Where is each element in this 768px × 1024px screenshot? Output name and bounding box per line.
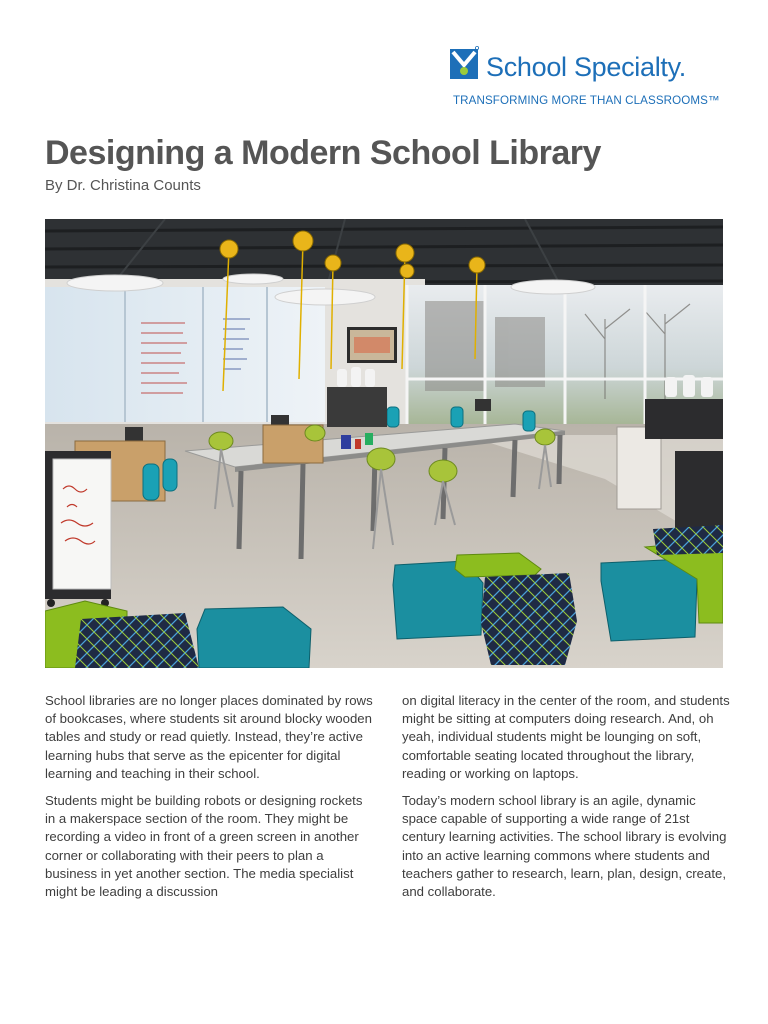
brand-name: School Specialty. xyxy=(486,52,687,82)
library-photo xyxy=(45,219,723,668)
article-title: Designing a Modern School Library xyxy=(45,134,601,172)
article-byline: By Dr. Christina Counts xyxy=(45,177,201,194)
body-column-left xyxy=(45,692,375,910)
brand-tagline: TRANSFORMING MORE THAN CLASSROOMS™ xyxy=(453,94,720,107)
paragraph: School libraries are no longer places dominated by rows of bookcases, where students sit around blocky wooden tables and study or read quietly. Instead, they’re active learning hubs that serve as the epicenter for digital learning and teaching in their school. xyxy=(45,693,373,781)
paragraph: Today’s modern school library is an agile, dynamic space capable of supporting a wide range of 21st century learning activities. The school library is evolving into an active learning commons where students and teachers gather to research, learn, plan, design, create, and collaborate. xyxy=(402,793,727,900)
paragraph: Students might be building robots or designing rockets in a makerspace section of the room. They might be recording a video in front of a green screen in another corner or collaborating with their peers to plan a business in yet another section. The media specialist might be leading a discussion xyxy=(45,793,363,900)
paragraph: on digital literacy in the center of the room, and students might be sitting at computers doing research. And, oh yeah, individual students might be lounging on soft, comfortable seating located throughout the library, reading or working on laptops. xyxy=(402,693,730,781)
school-specialty-logo-icon xyxy=(450,46,480,82)
body-column-right xyxy=(402,692,732,910)
brand-logo xyxy=(450,46,740,110)
